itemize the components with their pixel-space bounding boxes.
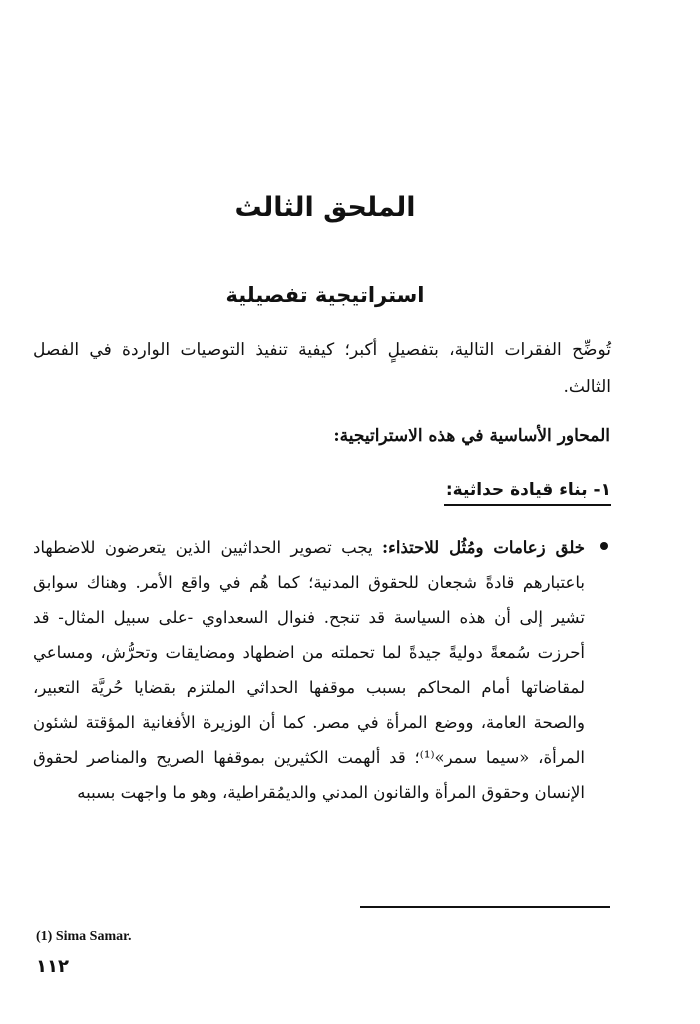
subheading-modern-leadership: ١- بناء قيادة حداثية: bbox=[444, 480, 611, 506]
bullet-paragraph bbox=[33, 530, 585, 810]
page-number: ١١٢ bbox=[36, 956, 69, 977]
chapter-title: الملحق الثالث bbox=[234, 192, 416, 223]
footnote: (1) Sima Samar. bbox=[36, 929, 132, 944]
footnote-divider bbox=[360, 906, 610, 908]
intro-paragraph: تُوضِّح الفقرات التالية، بتفصيلٍ أكبر؛ كيفية تنفيذ التوصيات الواردة في الفصل الثالث. bbox=[33, 340, 611, 397]
bullet-body: يجب تصوير الحداثيين الذين يتعرضون للاضطهاد باعتبارهم قادةً شجعان للحقوق المدنية؛ كما هُم في واقع الأمر. وهناك سوابق تشير إلى أن هذه السياسة قد تنجح. فنوال السعداوي -على سبيل المثال- قد أحرزت سُمعةً دوليةً جيدةً لما تحملته من اضطهاد ومضايقات وتحرُّش، ومساعي لمقاضاتها أمام المحاكم بسبب موقفها الحداثي الملتزم بقضايا حُريَّة التعبير، والصحة العامة، ووضع المرأة في مصر. كما أن الوزيرة الأفغانية المؤقتة لشئون المرأة، «سيما سمر»⁽¹⁾؛ قد ألهمت الكثيرين بموقفها الصريح والمناصر لحقوق الإنسان وحقوق المرأة والقانون المدني والديمُقراطية، وهو ما واجهت بسببه bbox=[33, 538, 585, 802]
axes-heading: المحاور الأساسية في هذه الاستراتيجية: bbox=[333, 426, 610, 446]
bullet-lead: خلق زعامات ومُثُل للاحتذاء: bbox=[382, 538, 585, 557]
bullet-icon bbox=[600, 542, 608, 550]
section-title: استراتيجية تفصيلية bbox=[225, 283, 425, 307]
